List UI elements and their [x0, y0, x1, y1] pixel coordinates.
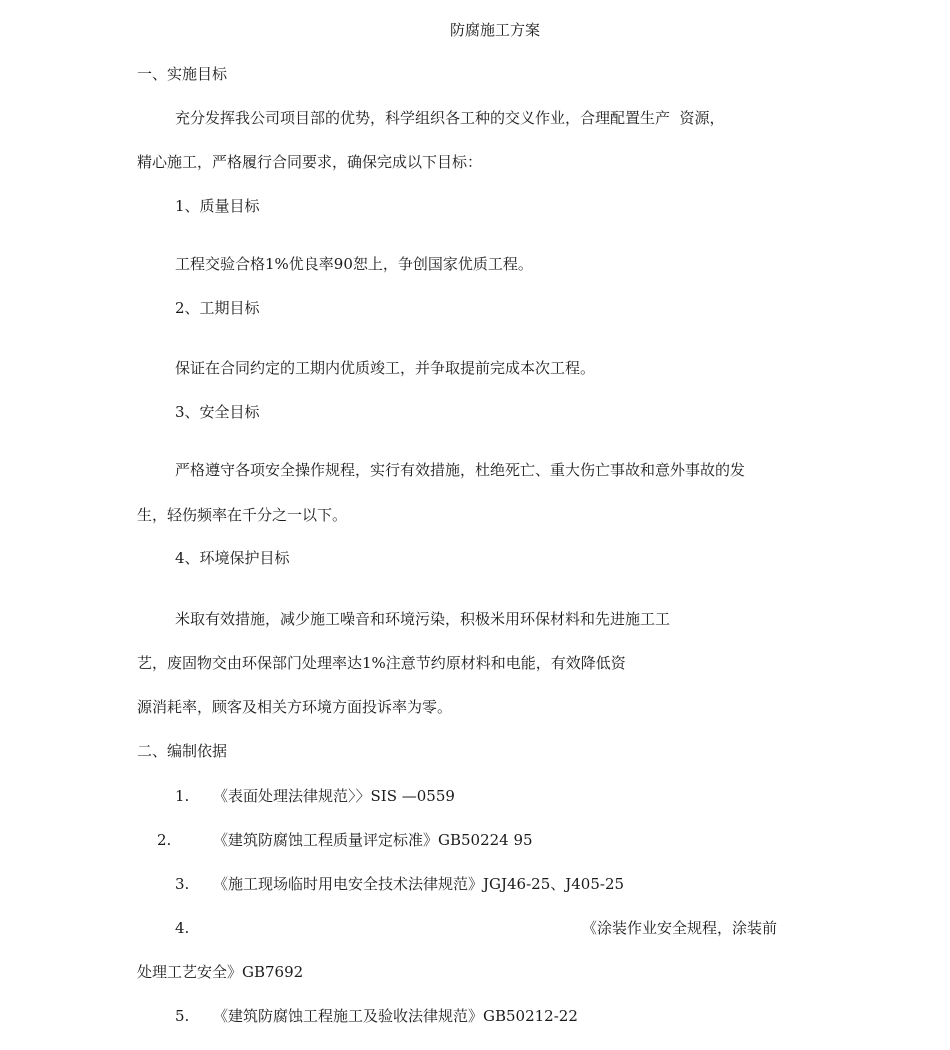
list-item-number: 5. [175, 1007, 190, 1025]
list-item-text: 《建筑防腐蚀工程质量评定标准》GB50224 95 [213, 831, 533, 849]
subheading-quality: 1、质量目标 [175, 197, 260, 215]
paragraph-line: 艺，废固物交由环保部门处理率达1%注意节约原材料和电能，有效降低资 [137, 654, 626, 672]
list-item-text: 《施工现场临时用电安全技术法律规范》JGJ46-25、J405-25 [213, 875, 625, 893]
paragraph-line: 保证在合同约定的工期内优质竣工，并争取提前完成本次工程。 [175, 359, 596, 377]
page-title: 防腐施工方案 [449, 21, 540, 39]
paragraph-line: 生，轻伤频率在千分之一以下。 [137, 506, 348, 524]
list-item-continuation: 处理工艺安全》GB7692 [137, 963, 304, 981]
subheading-schedule: 2、工期目标 [175, 299, 260, 317]
paragraph-line: 米取有效措施，减少施工噪音和环境污染，积极米用环保材料和先进施工工 [175, 610, 671, 628]
list-item-text: 《建筑防腐蚀工程施工及验收法律规范》GB50212-22 [213, 1007, 578, 1025]
paragraph-line: 源消耗率，顾客及相关方环境方面投诉率为零。 [137, 698, 453, 716]
list-item-number: 3. [175, 875, 190, 893]
paragraph-line: 工程交验合格1%优良率90恕上，争创国家优质工程。 [175, 255, 533, 273]
list-item-number: 2. [157, 831, 172, 849]
section-heading-goals: 一、实施目标 [137, 65, 228, 83]
list-item-number: 1. [175, 787, 190, 805]
subheading-safety: 3、安全目标 [175, 403, 260, 421]
list-item-number: 4. [175, 919, 190, 937]
paragraph-line: 严格遵守各项安全操作规程，实行有效措施，杜绝死亡、重大伤亡事故和意外事故的发 [175, 461, 746, 479]
list-item-text: 《表面处理法律规范〉〉SIS —0559 [213, 787, 455, 805]
paragraph-line: 充分发挥我公司项目部的优势，科学组织各工种的交义作业，合理配置生产 资源， [175, 109, 725, 127]
section-heading-basis: 二、编制依据 [137, 742, 228, 760]
subheading-environment: 4、环境保护目标 [175, 549, 290, 567]
paragraph-line: 精心施工，严格履行合同要求，确保完成以下目标： [137, 153, 483, 171]
list-item-text: 《涂装作业安全规程，涂装前 [582, 919, 778, 937]
